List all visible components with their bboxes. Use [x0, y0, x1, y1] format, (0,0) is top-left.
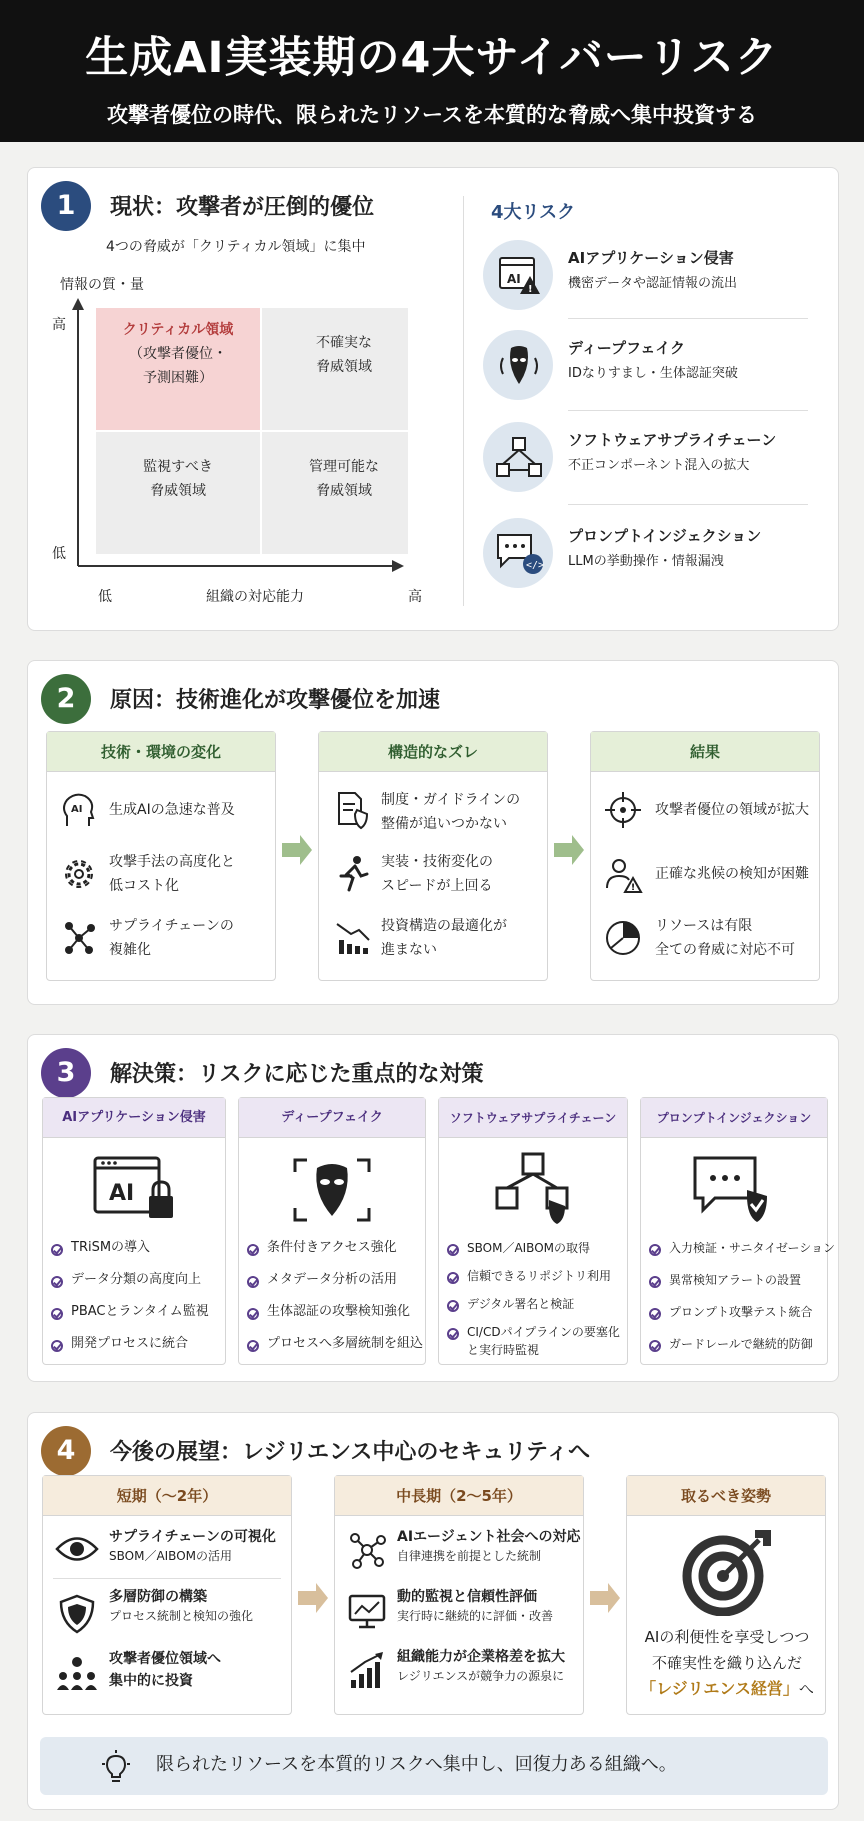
section-1-title: 現状：攻撃者が圧倒的優位: [110, 195, 375, 220]
target-arrow-icon: [679, 1526, 775, 1616]
risk-divider: [568, 410, 808, 411]
svg-text:!: !: [631, 883, 636, 893]
risk-title: AIアプリケーション侵害: [568, 249, 734, 267]
ai-lock-icon: [91, 1154, 181, 1226]
quadrant-uncertain-label: 不確実な 脅威領域: [316, 335, 372, 375]
running-person-icon: [333, 854, 373, 894]
flow-arrow-icon: [280, 833, 314, 867]
growth-chart-icon: [347, 1652, 387, 1692]
y-axis-high: 高: [52, 317, 66, 333]
document-shield-icon: [333, 790, 373, 830]
svg-text:AI: AI: [507, 272, 521, 286]
section-2-title: 原因：技術進化が攻撃優位を加速: [110, 688, 441, 713]
page-subtitle: 攻撃者優位の時代、限られたリソースを本質的な脅威へ集中投資する: [107, 103, 757, 127]
cause-column-result: [590, 731, 820, 981]
face-scan-icon: [289, 1154, 375, 1226]
cause-item-text: サプライチェーンの 複雑化: [109, 918, 234, 958]
outlook-item-title: サプライチェーンの可視化: [109, 1529, 276, 1545]
section-1-number: 1: [41, 181, 91, 231]
section-3-title: 解決策：リスクに応じた重点的な対策: [110, 1062, 484, 1087]
section-3-card: [27, 1034, 839, 1382]
section-1-divider: [463, 196, 464, 606]
matrix-note: 4つの脅威が「クリティカル領域」に集中: [106, 239, 366, 255]
risk-desc: IDなりすまし・生体認証突破: [568, 366, 738, 381]
check-icon: [51, 1340, 63, 1352]
flow-arrow-icon: [296, 1581, 330, 1615]
risk-title: ソフトウェアサプライチェーン: [568, 431, 777, 449]
cause-item-text: 制度・ガイドラインの 整備が追いつかない: [381, 792, 521, 832]
monitor-chart-icon: [347, 1592, 387, 1632]
solution-column-supply-chain: ソフトウェアサプライチェーン SBOM／AIBOMの取得 信頼できるリポジトリ利用 デジタル署名と検証 CI/CDパイプラインの要塞化 と実行時監視: [438, 1097, 628, 1365]
column-head: 結果: [591, 732, 819, 772]
gear-icon: [59, 854, 99, 894]
cause-column-structure: [318, 731, 548, 981]
declining-chart-icon: [333, 918, 373, 958]
check-icon: [649, 1308, 661, 1320]
risk-item-prompt-injection: [483, 516, 813, 606]
check-icon: [247, 1244, 259, 1256]
ai-window-warning-glyph: [498, 256, 542, 296]
agent-network-icon: [347, 1530, 387, 1570]
section-2-number: 2: [41, 674, 91, 724]
result-item-text: 攻撃者優位の領域が拡大: [655, 802, 809, 818]
solution-column-prompt-injection: プロンプトインジェクション 入力検証・サニタイゼーション 異常検知アラートの設置 プロンプト攻撃テスト統合 ガードレールで継続的防御: [640, 1097, 828, 1365]
solution-column-deepfake: ディープフェイク 条件付きアクセス強化 メタデータ分析の活用 生体認証の攻撃検知強化 プロセスへ多層統制を組込: [238, 1097, 426, 1365]
check-icon: [447, 1244, 459, 1256]
check-icon: [447, 1328, 459, 1340]
risk-divider: [568, 318, 808, 319]
resilience-emphasis: 「レジリエンス経営」: [640, 1679, 799, 1698]
check-icon: [447, 1300, 459, 1312]
x-axis-low: 低: [98, 589, 112, 605]
check-icon: [51, 1244, 63, 1256]
risk-divider: [568, 504, 808, 505]
cause-item-text: 生成AIの急速な普及: [109, 802, 235, 818]
column-head: 取るべき姿勢: [627, 1476, 825, 1516]
ai-lock-icon-text: AI: [109, 1181, 135, 1206]
person-warning-icon: [603, 854, 643, 894]
result-item-text: リソースは有限 全ての脅威に対応不可: [655, 918, 795, 958]
section-2-card: [27, 660, 839, 1005]
lightbulb-icon: [100, 1750, 132, 1784]
outlook-item-title: 攻撃者優位領域へ 集中的に投資: [109, 1651, 221, 1689]
risk-item-ai-app: [483, 238, 813, 328]
page-title: 生成AI実装期の4大サイバーリスク: [85, 33, 779, 83]
column-head: AIアプリケーション侵害: [43, 1098, 225, 1138]
shield-layers-icon: [57, 1594, 97, 1634]
eye-icon: [55, 1532, 99, 1566]
quadrant-manage-label: 管理可能な 脅威領域: [309, 459, 379, 499]
outlook-column-short: [42, 1475, 292, 1715]
column-head: 中長期（2〜5年）: [335, 1476, 583, 1516]
risk-desc: 機密データや認証情報の流出: [568, 276, 738, 291]
outlook-item-desc: 実行時に継続的に評価・改善: [397, 1609, 554, 1623]
outlook-column-mid: [334, 1475, 584, 1715]
risk-desc: 不正コンポーネント混入の拡大: [568, 458, 750, 473]
quadrant-monitor-label: 監視すべき 脅威領域: [143, 459, 213, 499]
outlook-column-stance: [626, 1475, 826, 1715]
risks-title: 4大リスク: [491, 202, 576, 223]
y-axis-label: 情報の質・量: [60, 277, 144, 293]
footer-text: 限られたリソースを本質的リスクへ集中し、回復力ある組織へ。: [156, 1754, 677, 1775]
check-icon: [649, 1244, 661, 1256]
x-axis-label: 組織の対応能力: [206, 589, 304, 605]
outlook-item-title: 動的監視と信頼性評価: [397, 1589, 537, 1605]
cubes-network-glyph: [493, 434, 545, 482]
check-icon: [447, 1272, 459, 1284]
risk-title: ディープフェイク: [568, 339, 686, 357]
section-1-card: [27, 167, 839, 631]
cubes-shield-icon: [489, 1150, 579, 1226]
svg-text:</>: </>: [526, 560, 545, 571]
page-header: [0, 0, 864, 142]
outlook-item-title: 多層防御の構築: [109, 1589, 207, 1605]
check-icon: [649, 1340, 661, 1352]
risk-item-supply-chain: [483, 420, 813, 510]
check-icon: [247, 1340, 259, 1352]
flow-arrow-icon: [552, 833, 586, 867]
cause-item-text: 攻撃手法の高度化と 低コスト化: [109, 854, 235, 894]
check-icon: [51, 1308, 63, 1320]
column-head: ディープフェイク: [239, 1098, 425, 1138]
ai-head-icon: [59, 790, 99, 830]
column-head: 構造的なズレ: [319, 732, 547, 772]
check-icon: [247, 1308, 259, 1320]
mask-face-glyph: [495, 342, 543, 390]
risk-title: プロンプトインジェクション: [568, 527, 762, 545]
check-icon: [247, 1276, 259, 1288]
svg-text:AI: AI: [71, 804, 83, 815]
stance-text: AIの利便性を享受しつつ 不確実性を織り込んだ 「レジリエンス経営」へ: [640, 1628, 814, 1698]
team-icon: [53, 1654, 101, 1694]
result-item-text: 正確な兆候の検知が困難: [655, 866, 809, 882]
section-4-number: 4: [41, 1426, 91, 1476]
y-axis-low: 低: [52, 546, 66, 562]
svg-text:!: !: [528, 284, 533, 295]
column-head: ソフトウェアサプライチェーン: [439, 1098, 627, 1138]
risk-item-deepfake: [483, 328, 813, 418]
cause-item-text: 投資構造の最適化が 進まない: [381, 918, 507, 958]
network-nodes-icon: [59, 918, 99, 958]
y-axis-arrow: [72, 298, 84, 310]
x-axis-high: 高: [408, 589, 422, 605]
crosshair-icon: [603, 790, 643, 830]
cause-item-text: 実装・技術変化の スピードが上回る: [381, 854, 493, 894]
section-3-number: 3: [41, 1048, 91, 1098]
outlook-item-desc: SBOM／AIBOMの活用: [109, 1549, 233, 1563]
pie-chart-icon: [603, 918, 643, 958]
cause-column-tech: [46, 731, 276, 981]
outlook-item-desc: プロセス統制と検知の強化: [109, 1609, 254, 1623]
chat-code-glyph: [495, 532, 545, 576]
outlook-item-desc: 自律連携を前提とした統制: [397, 1549, 542, 1563]
column-head: プロンプトインジェクション: [641, 1098, 827, 1138]
section-4-card: [27, 1412, 839, 1810]
check-icon: [51, 1276, 63, 1288]
column-head: 短期（〜2年）: [43, 1476, 291, 1516]
check-icon: [649, 1276, 661, 1288]
quadrant-critical-label: クリティカル領域 （攻撃者優位・ 予測困難）: [122, 322, 234, 386]
chat-shield-icon: [691, 1154, 779, 1226]
footer-banner: [40, 1737, 828, 1795]
item-divider: [53, 1578, 281, 1579]
x-axis: [76, 556, 406, 576]
outlook-item-desc: レジリエンスが競争力の源泉に: [397, 1669, 565, 1683]
risk-desc: LLMの挙動操作・情報漏洩: [568, 554, 724, 569]
flow-arrow-icon: [588, 1581, 622, 1615]
outlook-item-title: 組織能力が企業格差を拡大: [397, 1649, 565, 1665]
column-head: 技術・環境の変化: [47, 732, 275, 772]
section-4-title: 今後の展望：レジリエンス中心のセキュリティへ: [110, 1440, 591, 1465]
solution-column-ai-app: AIアプリケーション侵害 AI TRiSMの導入 データ分類の高度向上 PBACとランタイム監視 開発プロセスに統合: [42, 1097, 226, 1365]
outlook-item-title: AIエージェント社会への対応: [397, 1529, 581, 1545]
